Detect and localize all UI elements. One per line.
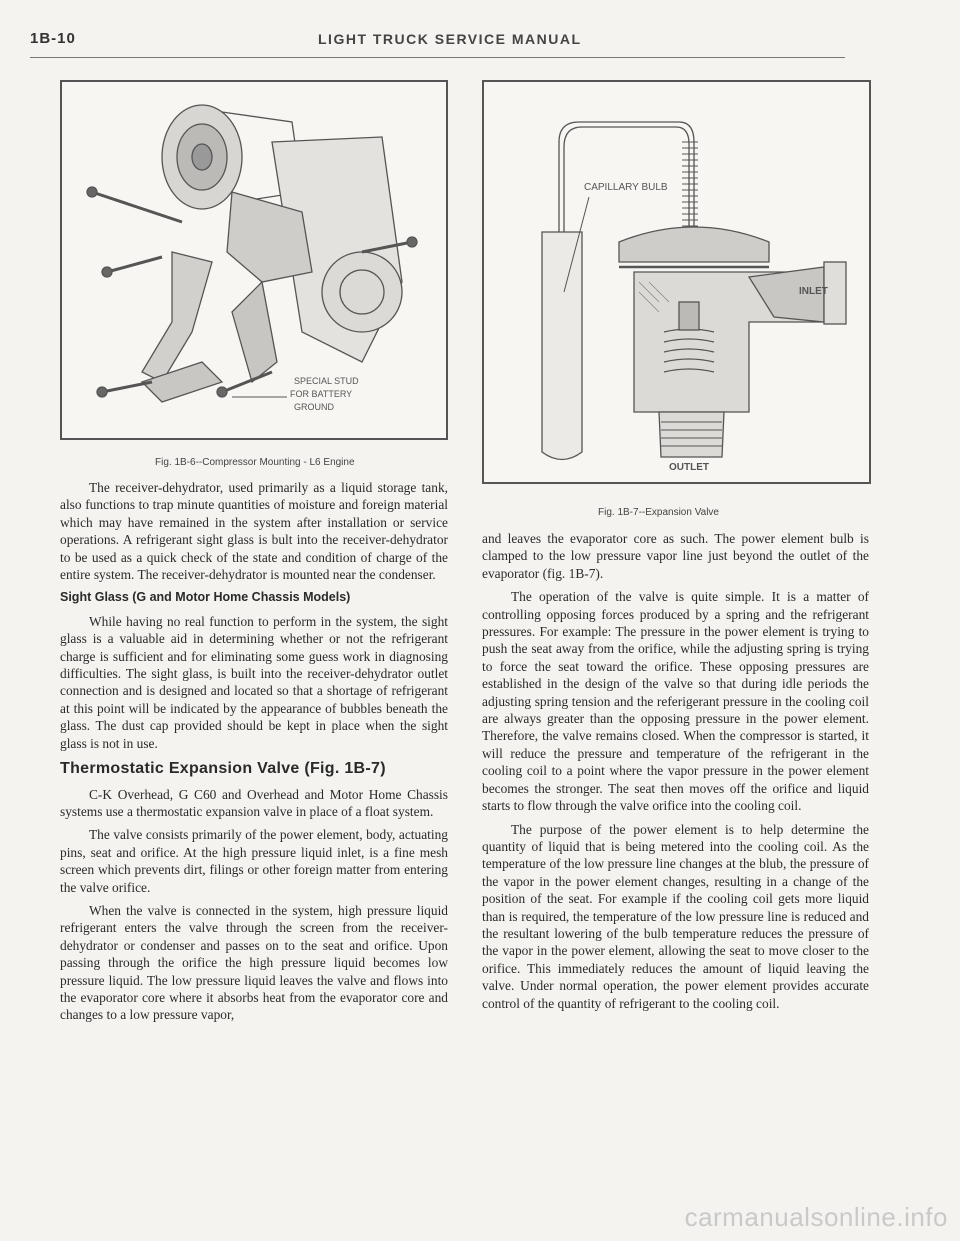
figure-expansion-valve [482, 80, 871, 484]
label-inlet: INLET [799, 286, 828, 297]
left-text-column [60, 479, 448, 1030]
label-ground: GROUND [294, 402, 334, 412]
figure-6-caption: Fig. 1B-6--Compressor Mounting - L6 Engine [155, 457, 355, 468]
paragraph-receiver-dehydrator: The receiver-dehydrator, used primarily as a liquid storage tank, also functions to trap minute quantities of moisture and foreign material which may have remained in the system after installation or service operations. A refrigerant sight glass is bult into the receiver-dehydrator to be used as a quick check of the state and condition of charge of the entire system. The receiver-dehydrator is mounted near the condenser. [60, 480, 448, 583]
paragraph-evaporator-continued: and leaves the evaporator core as such. The power element bulb is clamped to the low pressure vapor line just beyond the outlet of the evaporator (fig. 1B-7). [482, 531, 869, 581]
figure-7-caption: Fig. 1B-7--Expansion Valve [598, 507, 719, 518]
header-divider [30, 57, 845, 58]
paragraph-valve-operation: The operation of the valve is quite simple. It is a matter of controlling opposing forces produced by a spring and the refrigerant pressures. For example: The pressure in the power element is trying to push the seat away from the orifice, while the adjusting spring is trying to force the seat toward the orifice. These opposing pressures are established in the design of the valve so that during idle periods the adjusting spring tension and the referigerant pressure in the cooling coil are always greater than the opposing pressure in the power element. Therefore, the valve remains closed. When the compressor is started, it will reduce the pressure and temperature of the refrigerant in the cooling coil to a point where the vapor pressure in the power element becomes the stronger. The seat then moves off the orifice and liquid starts to flow through the valve orifice into the cooling coil. [482, 589, 869, 814]
right-text-column [482, 530, 869, 1018]
label-for-battery: FOR BATTERY [290, 389, 353, 399]
compressor-mounting-illustration [62, 82, 446, 438]
page-number: 1B-10 [30, 30, 76, 47]
heading-expansion-valve: Thermostatic Expansion Valve (Fig. 1B-7) [60, 760, 386, 778]
paragraph-valve-consists: The valve consists primarily of the power element, body, actuating pins, seat and orifice. At the high pressure liquid inlet, is a fine mesh screen which prevents dirt, filings or other foreign matter from entering the valve orifice. [60, 827, 448, 895]
manual-title: LIGHT TRUCK SERVICE MANUAL [318, 31, 582, 47]
figure-compressor-mounting [60, 80, 448, 440]
paragraph-valve-connected: When the valve is connected in the system, high pressure liquid refrigerant enters the valve through the screen from the receiver-dehydrator or condenser and passes on to the seat and orifice. Upon passing through the orifice the high pressure liquid becomes low pressure liquid. The low pressure liquid leaves the valve and flows into the evaporator core where it absorbs heat from the evaporator core and changes to a low pressure vapor, [60, 902, 448, 1023]
expansion-valve-illustration [484, 82, 869, 482]
watermark: carmanualsonline.info [684, 1202, 948, 1232]
paragraph-power-element-purpose: The purpose of the power element is to help determine the quantity of liquid that is being metered into the cooling coil. As the temperature of the low pressure line changes at the blub, the pressure of the vapor in the power element changes, resulting in a change of the position of the seat. For example if the cooling coil gets more liquid than is required, the temperature of the low pressure line is reduced and the resultant lowering of the bulb temperature reduces the pressure of the vapor in the power element, allowing the seat to move closer to the orifice. This immediately reduces the amount of liquid leaving the valve. Under normal operation, the power element provides accurate control of the quantity of refrigerant to the cooling coil. [482, 821, 869, 1011]
label-outlet: OUTLET [669, 462, 709, 473]
paragraph-sight-glass: While having no real function to perform in the system, the sight glass is a valuable aid in determining whether or not the refrigerant charge is sufficient and for eliminating some guess work in diagnosing difficulties. The sight glass, is built into the receiver-dehydrator outlet connection and is designed and located so that a shortage of refrigerant at this point will be indicated by the appearance of bubbles beneath the glass. The dust cap provided should be kept in place when the sight glass is not in use. [60, 613, 448, 751]
heading-sight-glass: Sight Glass (G and Motor Home Chassis Models) [60, 590, 351, 605]
label-capillary-bulb: CAPILLARY BULB [584, 182, 668, 193]
label-special-stud: SPECIAL STUD [294, 376, 359, 386]
paragraph-systems: C-K Overhead, G C60 and Overhead and Motor Home Chassis systems use a thermostatic expansion valve in place of a float system. [60, 786, 448, 819]
